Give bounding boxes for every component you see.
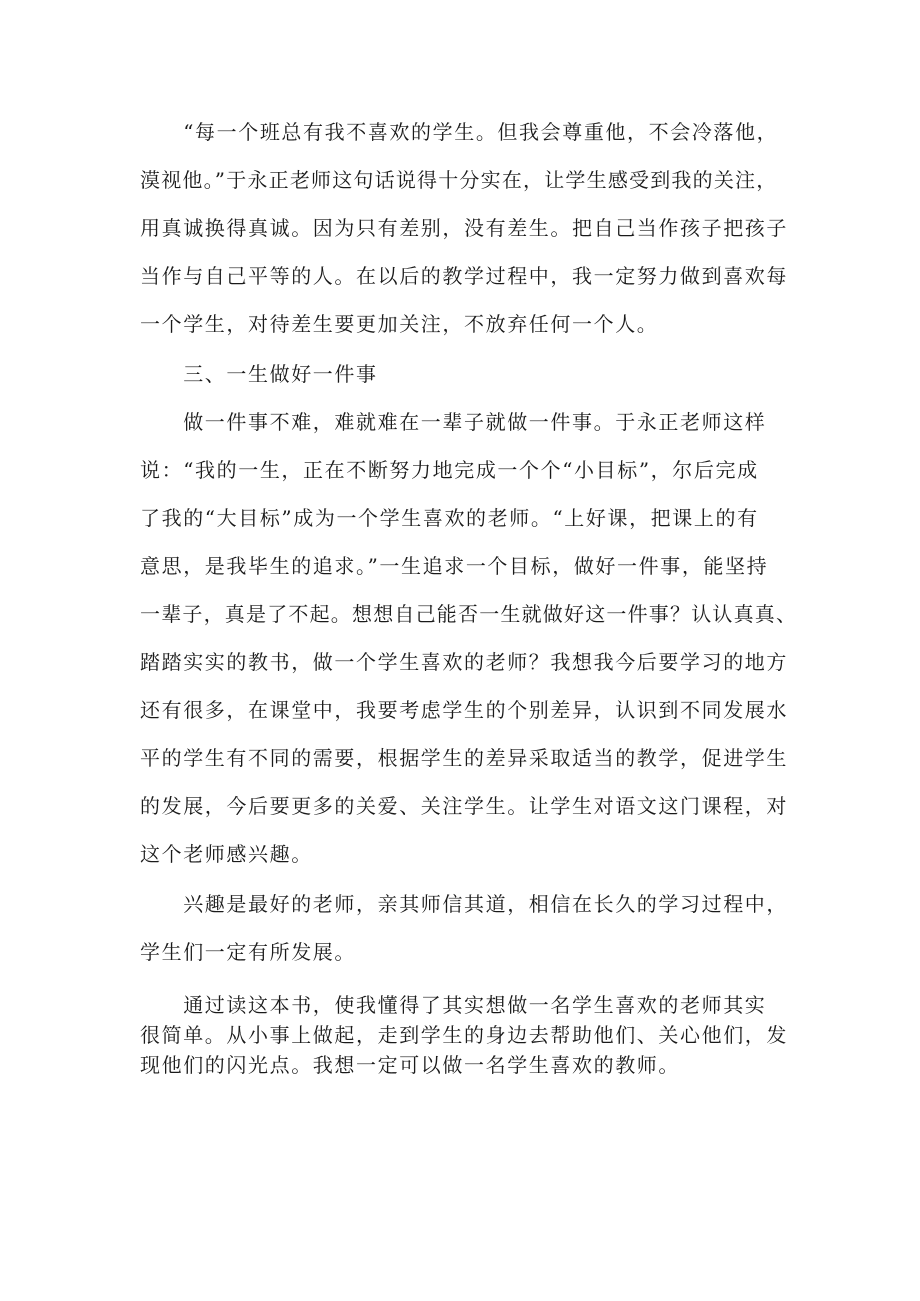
- text-line-21: 现他们的闪光点。我想一定可以做一名学生喜欢的教师。: [140, 1053, 680, 1077]
- text-line-13: 还有很多，在课堂中，我要考虑学生的个别差异，认识到不同发展水: [140, 698, 788, 722]
- text-line-7: 做一件事不难，难就难在一辈子就做一件事。于永正老师这样: [140, 410, 767, 434]
- text-line-10: 意思，是我毕生的追求。”一生追求一个目标，做好一件事，能坚持: [140, 554, 769, 578]
- text-line-16: 这个老师感兴趣。: [140, 842, 313, 866]
- text-line-3: 用真诚换得真诚。因为只有差别，没有差生。把自己当作孩子把孩子: [140, 216, 788, 240]
- text-line-2: 漠视他。”于永正老师这句话说得十分实在，让学生感受到我的关注，: [140, 168, 778, 192]
- text-line-18: 学生们一定有所发展。: [140, 940, 356, 964]
- section-heading: 三、一生做好一件事: [140, 362, 378, 386]
- text-line-1: “每一个班总有我不喜欢的学生。但我会尊重他，不会冷落他，: [140, 120, 779, 144]
- text-line-20: 很简单。从小事上做起，走到学生的身边去帮助他们、关心他们，发: [140, 1023, 788, 1047]
- text-line-19: 通过读这本书，使我懂得了其实想做一名学生喜欢的老师其实: [140, 993, 767, 1017]
- text-line-8: 说：“我的一生，正在不断努力地完成一个个“小目标”，尔后完成: [140, 458, 759, 482]
- text-line-14: 平的学生有不同的需要，根据学生的差异采取适当的教学，促进学生: [140, 746, 788, 770]
- text-line-17: 兴趣是最好的老师，亲其师信其道，相信在长久的学习过程中，: [140, 892, 788, 916]
- text-line-5: 一个学生，对待差生要更加关注，不放弃任何一个人。: [140, 312, 659, 336]
- text-line-15: 的发展，今后要更多的关爱、关注学生。让学生对语文这门课程，对: [140, 794, 788, 818]
- text-line-11: 一辈子，真是了不起。想想自己能否一生就做好这一件事？认认真真、: [140, 602, 798, 626]
- text-line-9: 了我的“大目标”成为一个学生喜欢的老师。“上好课，把课上的有: [140, 506, 759, 530]
- text-line-4: 当作与自己平等的人。在以后的教学过程中，我一定努力做到喜欢每: [140, 264, 788, 288]
- text-line-12: 踏踏实实的教书，做一个学生喜欢的老师？我想我今后要学习的地方: [140, 650, 788, 674]
